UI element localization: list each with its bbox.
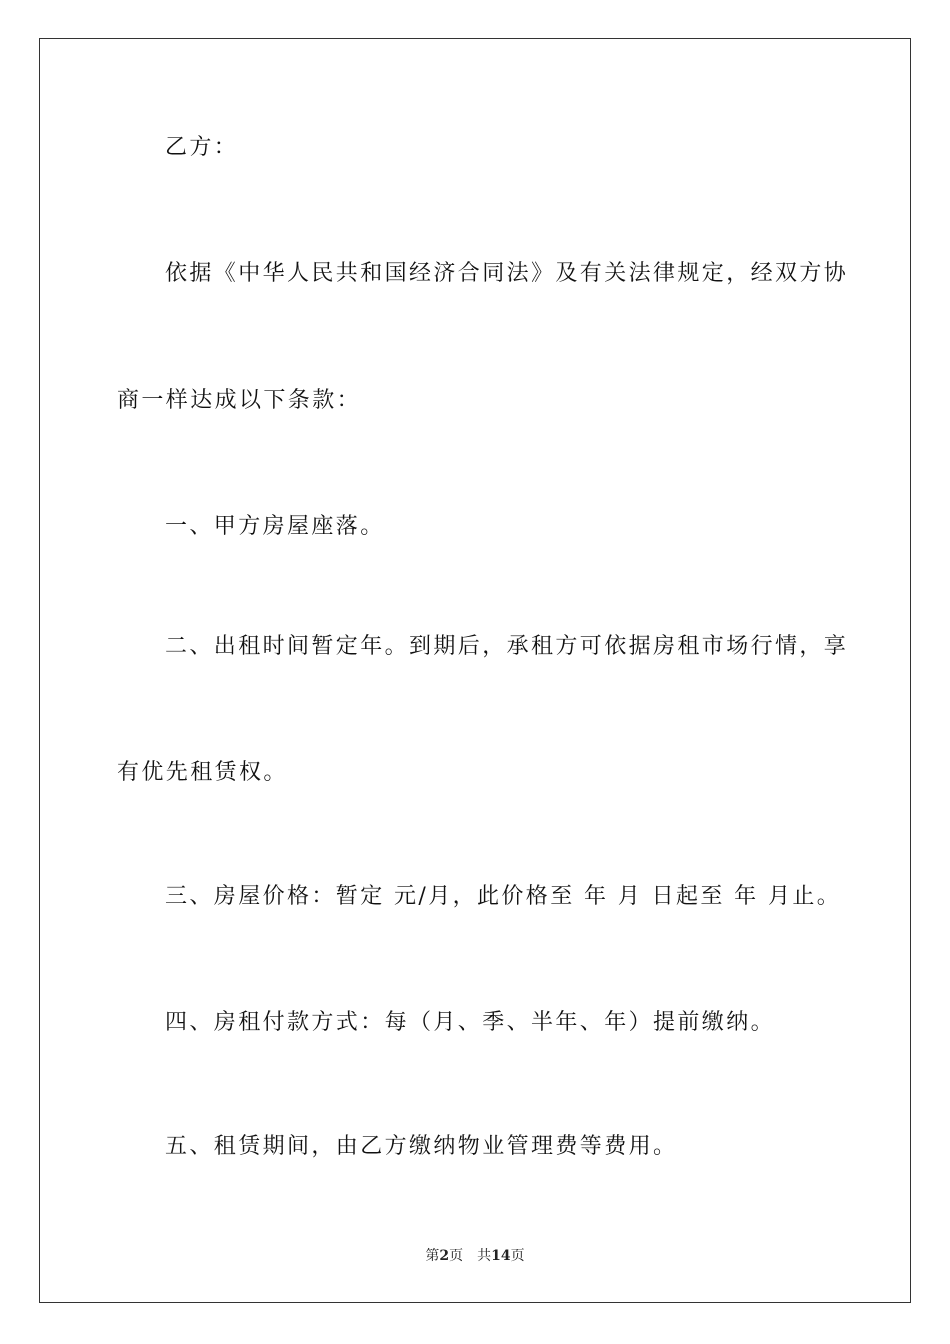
footer-page-suffix: 页 xyxy=(449,1248,464,1264)
footer-total-suffix: 页 xyxy=(510,1248,525,1264)
clause-2-line-1: 二、出租时间暂定年。到期后，承租方可依据房租市场行情，享 xyxy=(165,634,849,659)
page-footer xyxy=(0,1246,950,1266)
footer-page-number: 2 xyxy=(439,1248,450,1264)
footer-total-pages: 14 xyxy=(491,1248,511,1264)
footer-page-prefix: 第 xyxy=(425,1248,440,1264)
paragraph-intro-line-1: 依据《中华人民共和国经济合同法》及有关法律规定，经双方协 xyxy=(165,261,849,286)
paragraph-intro-line-2: 商一样达成以下条款： xyxy=(117,388,362,413)
clause-2-line-2: 有优先租赁权。 xyxy=(117,760,288,785)
page-border xyxy=(39,38,911,1303)
clause-4: 四、房租付款方式：每（月、季、半年、年）提前缴纳。 xyxy=(165,1010,776,1035)
clause-5: 五、租赁期间，由乙方缴纳物业管理费等费用。 xyxy=(165,1134,678,1159)
clause-1: 一、甲方房屋座落。 xyxy=(165,514,385,539)
party-b-label: 乙方： xyxy=(165,135,239,160)
clause-3: 三、房屋价格：暂定 元/月，此价格至 年 月 日起至 年 月止。 xyxy=(165,884,842,909)
footer-total-prefix: 共 xyxy=(477,1248,492,1264)
